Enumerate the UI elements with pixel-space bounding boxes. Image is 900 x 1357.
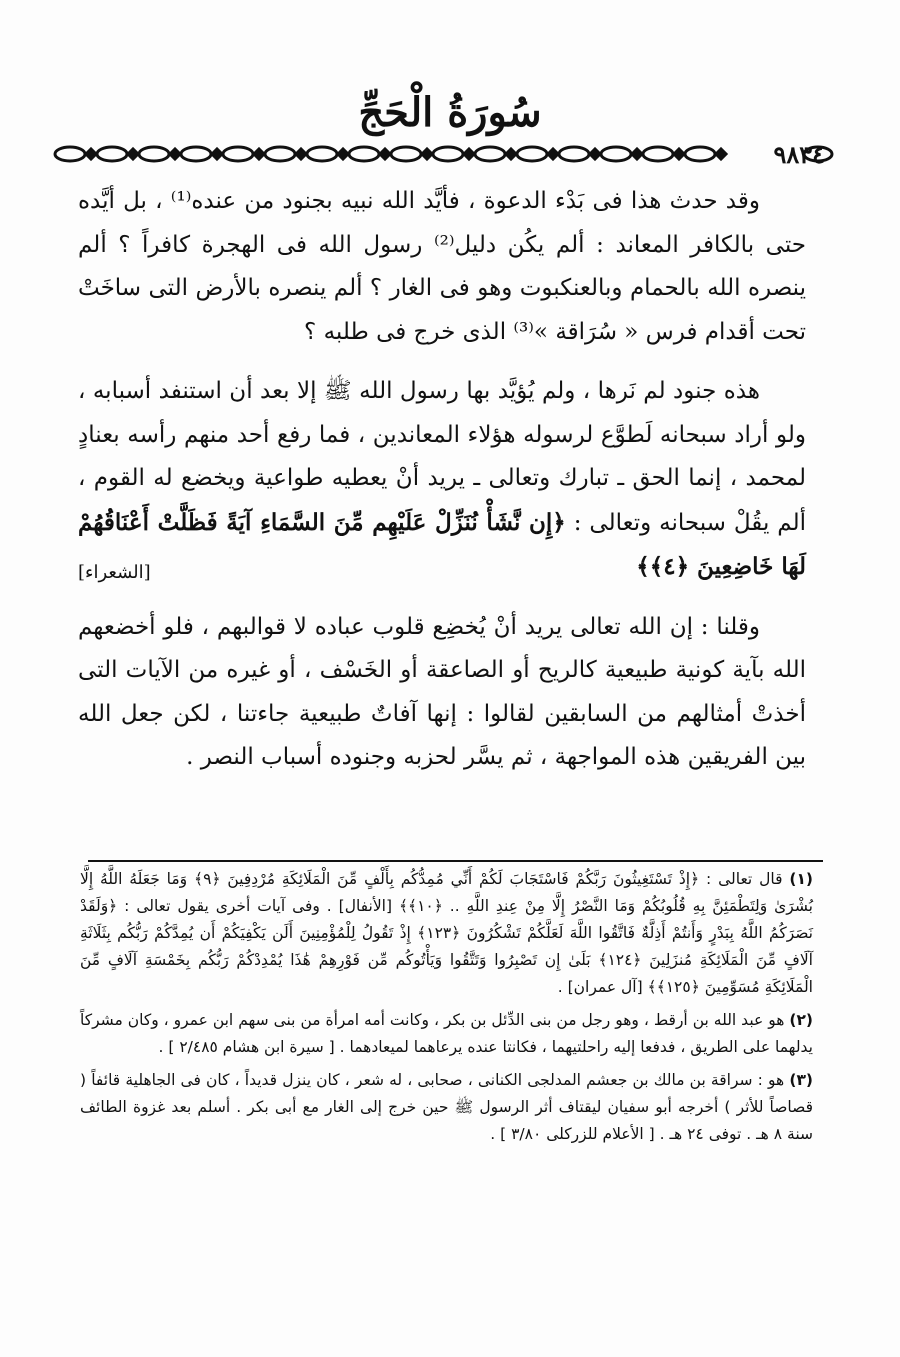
verse-reference: [الشعراء]: [78, 562, 151, 583]
border-diamond-icon: [548, 149, 558, 159]
footnote-number: (٢): [789, 1011, 813, 1029]
border-link-icon: [265, 147, 295, 161]
border-diamond-icon: [170, 149, 180, 159]
border-diamond-icon: [590, 149, 600, 159]
border-diamond-icon: [212, 149, 222, 159]
footnote-text: هو : سراقة بن مالك بن جعشم المدلجى الكنانى ، صحابى ، له شعر ، كان ينزل قديداً ، كان فى الجاهلية قائفاً ( قصاصاً للأثر ) أخرجه أبو سفيان ليقتاف أثر الرسول ﷺ حين خرج إلى الغار مع أبى بكر . أسلم بعد غزوة الطائف سنة ٨ هـ . توفى ٢٤ هـ . [ الأعلام للزركلى ٣/٨٠ ] .: [80, 1071, 813, 1143]
border-link-icon: [97, 147, 127, 161]
footnote-text: هو عبد الله بن أرقط ، وهو رجل من بنى الدِّئل بن بكر ، وكانت أمه امرأة من بنى سهم ابن عمرو ، وكان مشركاً يدلهما على الطريق ، فدفعا إليه راحلتيهما ، فكانتا عنده يرعاهما لميعادهما . [ سيرة ابن هشام ٢/٤٨٥ ] .: [80, 1011, 813, 1056]
border-diamond-icon: [422, 149, 432, 159]
border-link-icon: [391, 147, 421, 161]
border-link-icon: [685, 147, 715, 161]
border-link-icon: [601, 147, 631, 161]
surah-title: سُورَةُ الْحَجِّ: [358, 89, 542, 136]
border-link-icon: [181, 147, 211, 161]
paragraph-1: وقد حدث هذا فى بَدْء الدعوة ، فأيَّد الله نبيه بجنود من عنده⁽¹⁾ ، بل أيَّده حتى بالكافر المعاند : ألم يكُن دليل⁽²⁾ رسول الله فى الهجرة كافراً ؟ ألم ينصره الله بالحمام وبالعنكبوت وهو فى الغار ؟ ألم ينصره بالأرض التى ساخَتْ تحت أقدام فرس « سُرَاقة »⁽³⁾ الذى خرج فى طلبه ؟: [78, 188, 806, 345]
footnote-divider: [88, 860, 823, 862]
border-link-icon: [349, 147, 379, 161]
border-diamond-icon: [254, 149, 264, 159]
border-diamond-icon: [128, 149, 138, 159]
border-link-icon: [55, 147, 85, 161]
commentary-text: [78, 180, 806, 780]
footnote-number: (١): [789, 870, 813, 888]
paragraph-3: وقلنا : إن الله تعالى يريد أنْ يُخضِع قلوب عباده لا قوالبهم ، فلو أخضعهم الله بآية كونية طبيعية كالريح أو الصاعقة أو الخَسْف ، أو غيره من الآيات التى أخذتْ أمثالهم من السابقين لقالوا : إنها آفاتٌ طبيعية جاءتنا ، لكن جعل الله بين الفريقين هذه المواجهة ، ثم يسَّر لحزبه وجنوده أسباب النصر .: [78, 613, 806, 770]
border-link-icon: [223, 147, 253, 161]
footnote-text: قال تعالى : ﴿إِذْ تَسْتَغِيثُونَ رَبَّكُمْ فَاسْتَجَابَ لَكُمْ أَنِّي مُمِدُّكُم بِأَلْفٍ مِّنَ الْمَلَائِكَةِ مُرْدِفِينَ ﴿٩﴾ وَمَا جَعَلَهُ اللَّهُ إِلَّا بُشْرَىٰ وَلِتَطْمَئِنَّ بِهِ قُلُوبُكُمْ وَمَا النَّصْرُ إِلَّا مِنْ عِندِ اللَّهِ .. ﴿١٠﴾﴾ [الأنفال] . وفى آيات أخرى يقول تعالى : ﴿وَلَقَدْ نَصَرَكُمُ اللَّهُ بِبَدْرٍ وَأَنتُمْ أَذِلَّةٌ فَاتَّقُوا اللَّهَ لَعَلَّكُمْ تَشْكُرُونَ ﴿١٢٣﴾ إِذْ تَقُولُ لِلْمُؤْمِنِينَ أَلَن يَكْفِيَكُمْ أَن يُمِدَّكُمْ رَبُّكُم بِثَلَاثَةِ آلَافٍ مِّنَ الْمَلَائِكَةِ مُنزَلِينَ ﴿١٢٤﴾ بَلَىٰ إِن تَصْبِرُوا وَتَتَّقُوا وَيَأْتُوكُم مِّن فَوْرِهِمْ هَٰذَا يُمْدِدْكُمْ رَبُّكُم بِخَمْسَةِ آلَافٍ مِّنَ الْمَلَائِكَةِ مُسَوِّمِينَ ﴿١٢٥﴾﴾ [آل عمران] .: [80, 870, 813, 996]
quran-verse: ﴿إِن نَّشَأْ نُنَزِّلْ عَلَيْهِم مِّنَ السَّمَاءِ آيَةً فَظَلَّتْ أَعْنَاقُهُمْ لَهَا خَاضِعِينَ ﴿٤﴾﴾: [78, 508, 806, 580]
page-number: ٩٨٣٤: [773, 140, 825, 169]
border-diamond-icon: [86, 149, 96, 159]
border-link-icon: [559, 147, 589, 161]
footnote-3: [80, 1067, 813, 1148]
footnotes: [80, 866, 813, 1148]
border-link-icon: [517, 147, 547, 161]
border-diamond-icon: [632, 149, 642, 159]
border-diamond-icon: [464, 149, 474, 159]
border-diamond-icon: [380, 149, 390, 159]
footnote-1: [80, 866, 813, 1001]
border-diamond-icon: [338, 149, 348, 159]
border-link-icon: [433, 147, 463, 161]
footnote-number: (٣): [789, 1071, 814, 1089]
border-link-icon: [643, 147, 673, 161]
border-link-icon: [139, 147, 169, 161]
border-link-icon: [307, 147, 337, 161]
paragraph-2: [78, 370, 806, 590]
footnote-2: [80, 1007, 813, 1061]
border-link-icon: [475, 147, 505, 161]
decorative-border: [50, 138, 835, 170]
border-diamond-icon: [296, 149, 306, 159]
paragraph-2-text: هذه جنود لم نَرها ، ولم يُؤيَّد بها رسول الله ﷺ إلا بعد أن استنفد أسبابه ، ولو أراد سبحانه لَطوَّع لرسوله هؤلاء المعاندين ، فما رفع أحد منهم رأسه بعنادٍ لمحمد ، إنما الحق ـ تبارك وتعالى ـ يريد أنْ يعطيه طواعية ويخضع له القوم ، ألم يقُلْ سبحانه وتعالى :: [78, 378, 806, 536]
border-diamond-icon: [674, 149, 684, 159]
border-diamond-icon: [506, 149, 516, 159]
